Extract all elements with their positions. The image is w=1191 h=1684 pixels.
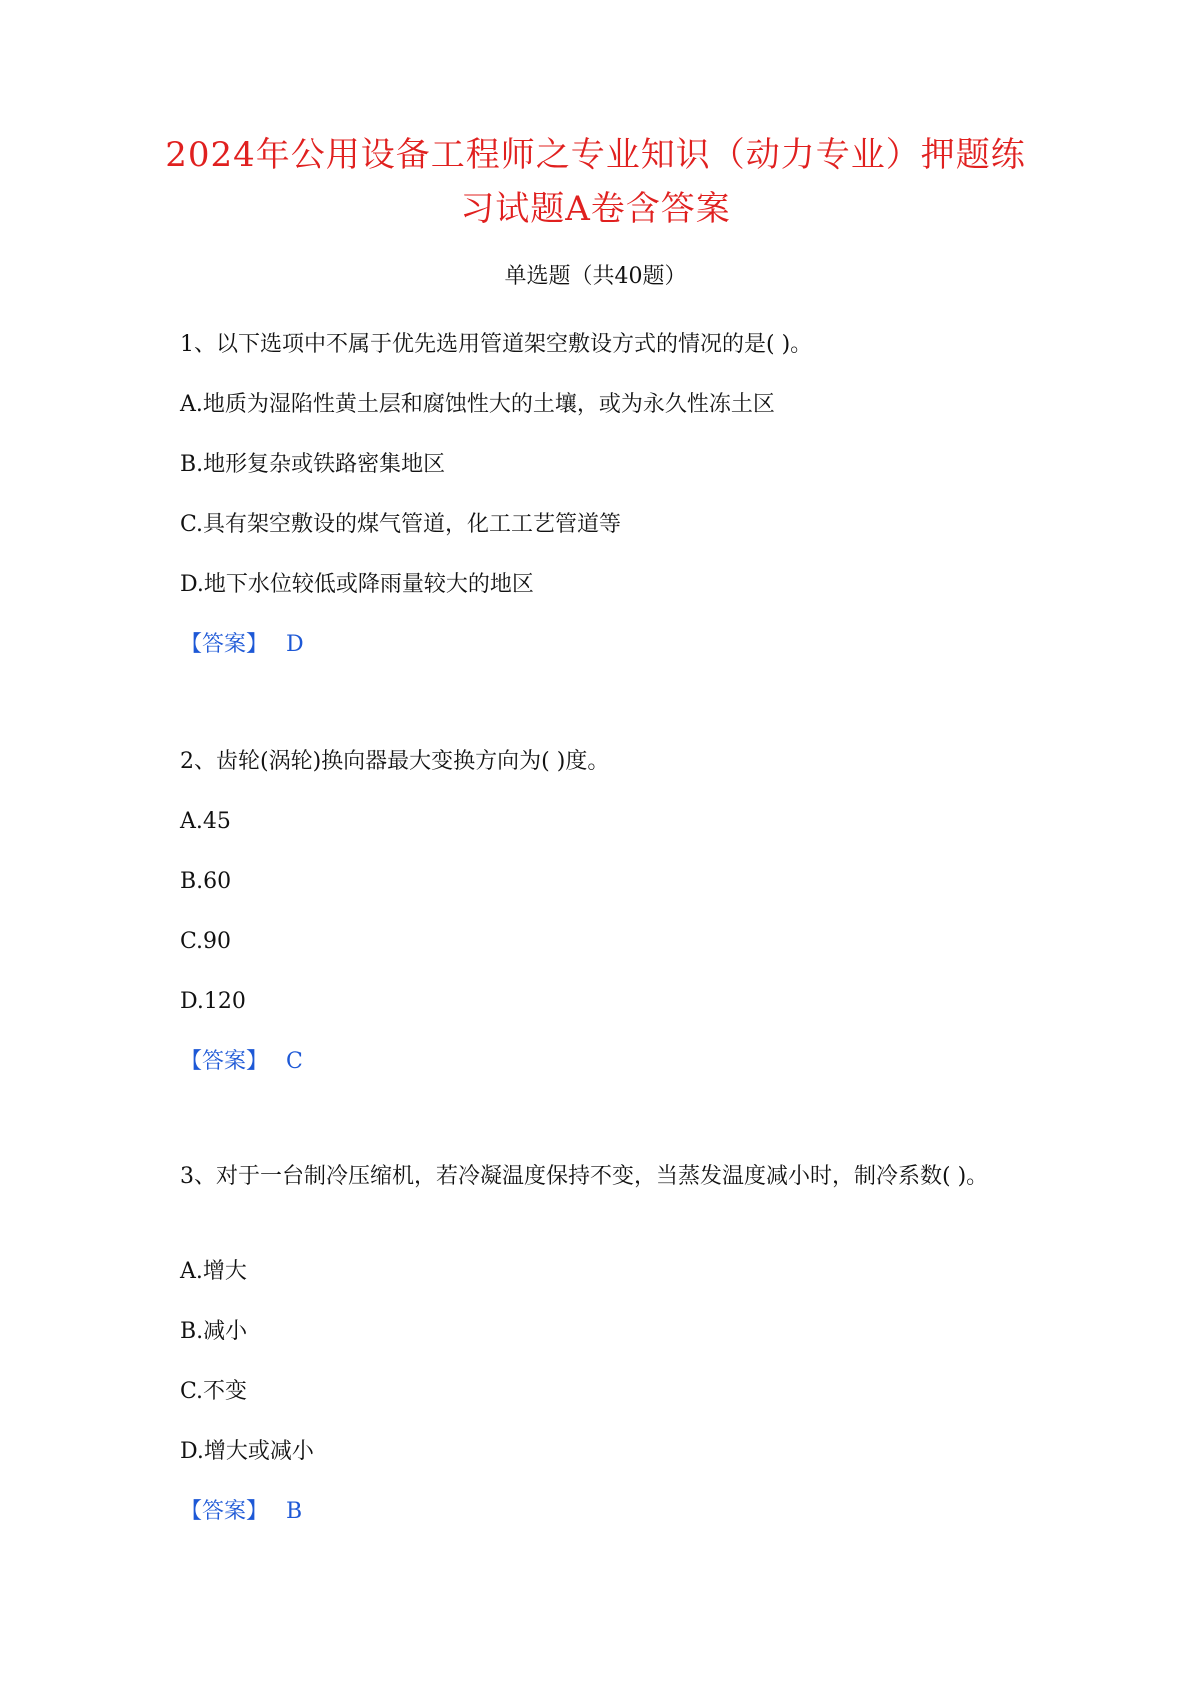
option-b: B.地形复杂或铁路密集地区 [180,452,446,477]
option-d: D.增大或减小 [180,1439,314,1464]
answer-value: C [286,1049,303,1074]
option-a: A.45 [180,809,231,834]
option-b: B.60 [180,869,232,894]
answer-value: D [286,632,304,657]
answer-label: 【答案】 [180,1499,269,1524]
document-title: 2024年公用设备工程师之专业知识（动力专业）押题练习试题A卷含答案 [165,135,1026,229]
option-a: A.增大 [180,1259,247,1284]
answer-value: B [286,1499,303,1524]
question-stem: 2、齿轮(涡轮)换向器最大变换方向为( )度。 [180,749,610,774]
option-a: A.地质为湿陷性黄土层和腐蚀性大的土壤，或为永久性冻土区 [180,392,775,417]
answer-label: 【答案】 [180,632,269,657]
answer-label: 【答案】 [180,1049,269,1074]
option-c: C.90 [180,929,232,954]
question-stem: 3、对于一台制冷压缩机，若冷凝温度保持不变，当蒸发温度减小时，制冷系数( )。 [180,1164,989,1189]
option-d: D.地下水位较低或降雨量较大的地区 [180,572,534,597]
section-header: 单选题（共40题） [504,264,687,289]
option-c: C.具有架空敷设的煤气管道，化工工艺管道等 [180,512,622,537]
question-stem: 1、以下选项中不属于优先选用管道架空敷设方式的情况的是( )。 [180,332,813,357]
answer-line [180,630,304,660]
answer-line [180,1497,302,1527]
option-c: C.不变 [180,1379,248,1404]
option-d: D.120 [180,989,246,1014]
option-b: B.减小 [180,1319,248,1344]
answer-line [180,1047,303,1077]
